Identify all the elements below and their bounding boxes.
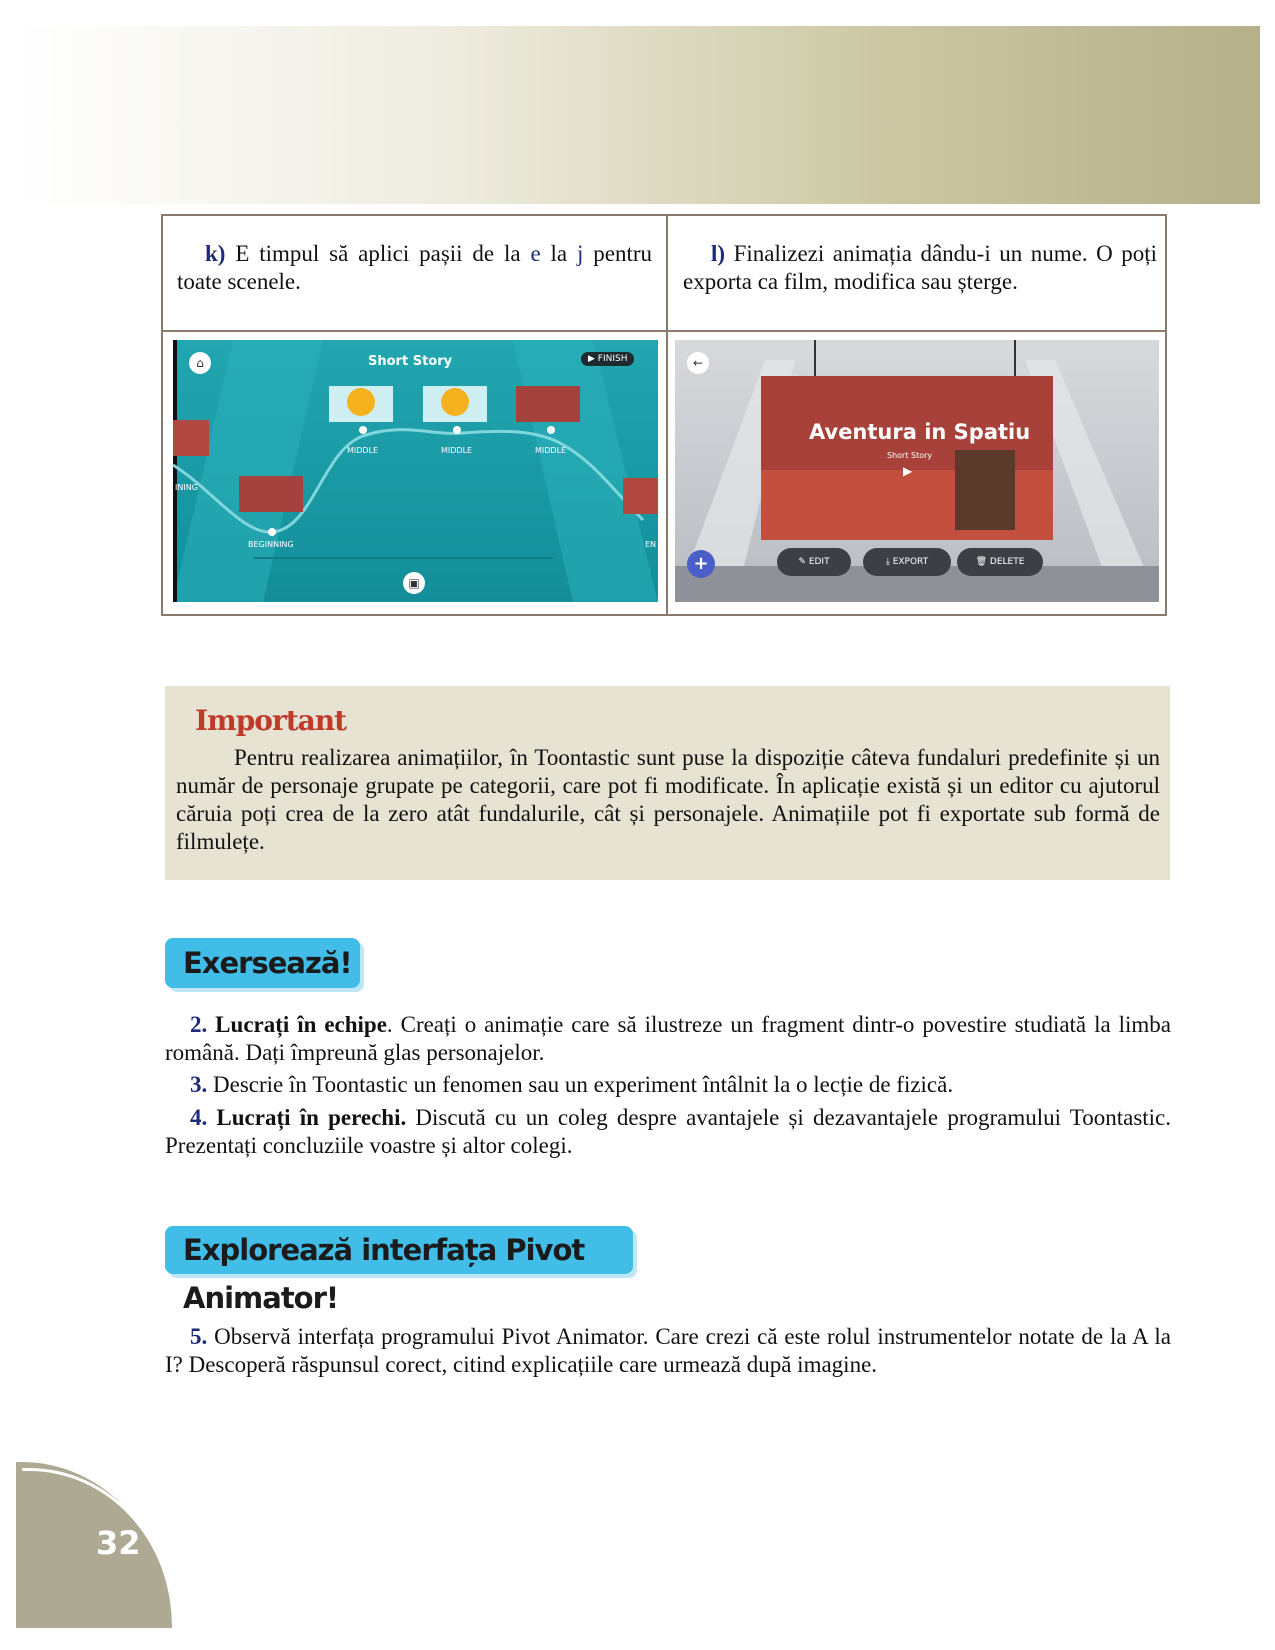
animation-title: Aventura in Spatiu <box>809 420 1031 444</box>
exercise-2: 2. Lucrați în echipe. Creați o animație care să ilustreze un fragment dintr-o povestire studiată la limba română. Dați împreună glas personajelor. <box>165 1012 1171 1065</box>
trash-icon: 🗑 <box>975 557 988 567</box>
step-k-text: k) E timpul să aplici pașii de la e la j pentru toate scenele. <box>177 241 652 294</box>
add-button[interactable]: + <box>687 550 715 578</box>
story-title: Short Story <box>368 354 453 369</box>
play-icon[interactable]: ▶ <box>903 464 913 478</box>
label-right-partial: EN <box>645 540 657 549</box>
label-middle-3: MIDDLE <box>535 446 567 455</box>
step-l-text: l) Finalizezi animația dându-i un nume. O poți exporta ca film, modifica sau șterge. <box>683 241 1157 294</box>
steps-table <box>161 214 1167 616</box>
exercise-3: 3. Descrie în Toontastic un fenomen sau un experiment întâlnit la o lecție de fizică. <box>190 1072 954 1097</box>
animation-subtitle: Short Story <box>887 451 933 460</box>
story-arc-screenshot <box>173 340 658 602</box>
finish-button[interactable]: ▶ FINISH <box>581 352 634 366</box>
exerseaza-heading: Exersează! <box>165 938 360 988</box>
header-band <box>16 26 1260 204</box>
download-icon: ⤓ <box>885 557 890 567</box>
exercise-4: 4. Lucrați în perechi. Discută cu un coleg despre avantajele și dezavantajele programului Toontastic. Prezentați concluziile voastre și altor colegi. <box>165 1105 1172 1158</box>
label-middle-2: MIDDLE <box>441 446 473 455</box>
export-screenshot <box>675 340 1159 602</box>
page-corner <box>16 1462 172 1628</box>
back-arrow-icon[interactable]: ← <box>687 352 709 374</box>
table-divider-vertical <box>666 216 668 614</box>
important-text: Pentru realizarea animațiilor, în Toontastic sunt puse la dispoziție câteva fundaluri predefinite și un număr de personaje grupate pe categorii, care pot fi modificate. În aplicație există și un editor cu ajutorul căruia poți crea de la zero atât fundalurile, cât și personajele. Animațiile pot fi exportate sub formă de filmulețe. <box>176 745 1160 854</box>
delete-button[interactable]: 🗑 DELETE <box>957 548 1043 576</box>
story-arc-drawing <box>173 340 658 602</box>
add-scene-icon[interactable]: ▣ <box>403 572 425 594</box>
pencil-icon: ✎ <box>798 557 806 567</box>
label-middle-1: MIDDLE <box>347 446 379 455</box>
export-button[interactable]: ⤓ EXPORT <box>863 548 951 576</box>
table-divider-horizontal <box>163 330 1165 332</box>
page-number: 32 <box>96 1524 141 1562</box>
exploreaza-heading: Explorează interfața Pivot Animator! <box>165 1226 633 1274</box>
label-left-partial: INING <box>175 483 198 492</box>
exercise-5: 5. Observă interfața programului Pivot Animator. Care crezi că este rolul instrumentelor notate de la A la I? Descoperă răspunsul corect, citind explicațiile care urmează după imagine. <box>165 1324 1171 1377</box>
home-icon[interactable]: ⌂ <box>189 352 211 374</box>
important-heading: Important <box>195 704 347 737</box>
important-box <box>165 686 1170 880</box>
edit-button[interactable]: ✎ EDIT <box>777 548 851 576</box>
label-beginning: BEGINNING <box>248 540 294 549</box>
